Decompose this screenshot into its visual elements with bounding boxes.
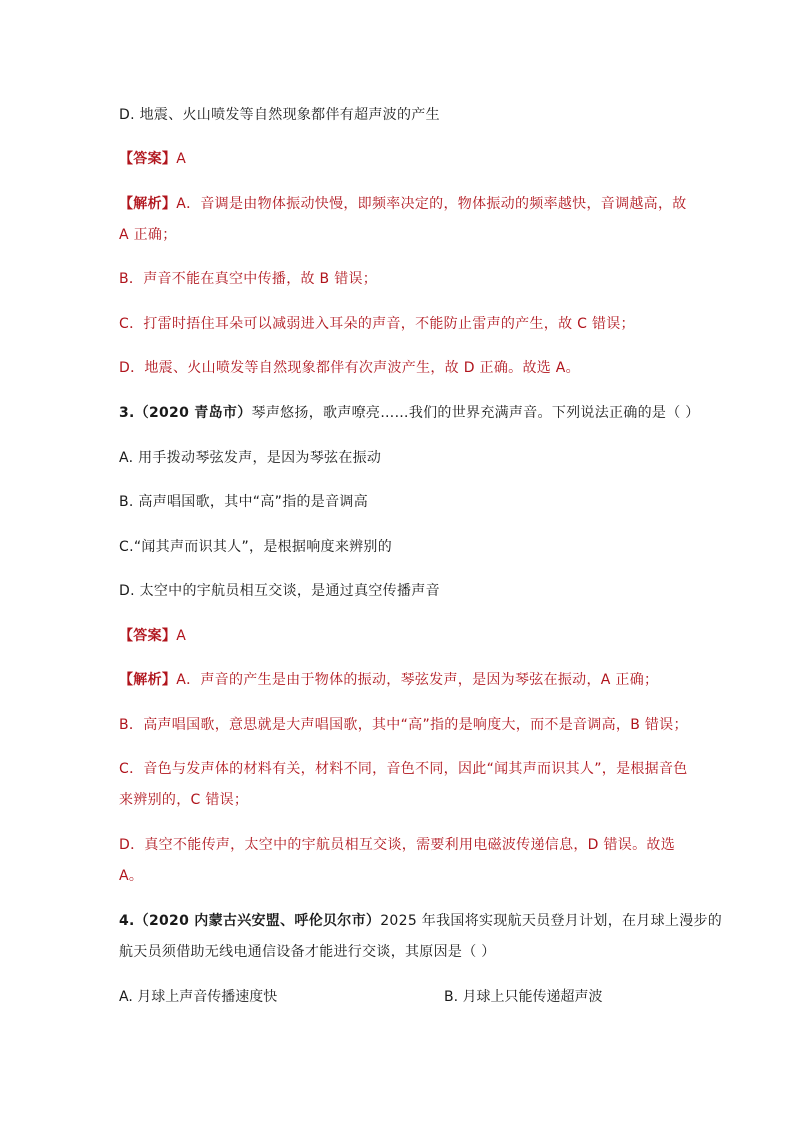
answer-value: A <box>176 151 187 167</box>
question-3-stem <box>119 402 700 422</box>
q3-analysis-c2: 来辨别的，C 错误； <box>119 792 249 808</box>
analysis-tag: 【解析】 <box>119 672 177 688</box>
question-4-stem-2: 航天员须借助无线电通信设备才能进行交谈，其原因是（ ） <box>119 944 496 960</box>
q3-option-d: D. 太空中的宇航员相互交谈，是通过真空传播声音 <box>119 583 440 599</box>
q3-answer-line <box>119 625 186 645</box>
q3-option-a: A. 用手拨动琴弦发声，是因为琴弦在振动 <box>119 450 382 466</box>
analysis-line-d: D．地震、火山喷发等自然现象都伴有次声波产生，故 D 正确。故选 A。 <box>119 360 580 376</box>
analysis-text: A．声音的产生是由于物体的振动，琴弦发声，是因为琴弦在振动，A 正确； <box>176 672 659 688</box>
q3-analysis-a <box>119 669 658 689</box>
analysis-tag: 【解析】 <box>119 196 177 212</box>
q3-option-b: B. 高声唱国歌，其中“高”指的是音调高 <box>119 494 369 510</box>
analysis-text: A．音调是由物体振动快慢，即频率决定的，物体振动的频率越快，音调越高，故 <box>176 196 687 212</box>
question-number: 3. <box>119 405 135 421</box>
analysis-line-b: B．声音不能在真空中传播，故 B 错误； <box>119 271 378 287</box>
q3-analysis-c1: C．音色与发声体的材料有关，材料不同，音色不同，因此“闻其声而识其人”，是根据音色 <box>119 761 688 777</box>
analysis-line-a1 <box>119 193 687 213</box>
question-4-stem-1 <box>119 910 722 930</box>
q4-option-a: A. 月球上声音传播速度快 <box>119 989 278 1005</box>
question-source: （2020 内蒙古兴安盟、呼伦贝尔市） <box>134 913 381 929</box>
answer-value: A <box>176 628 187 644</box>
q4-option-b: B. 月球上只能传递超声波 <box>444 989 603 1005</box>
analysis-line-a2: A 正确； <box>119 227 177 243</box>
question-stem: 2025 年我国将实现航天员登月计划，在月球上漫步的 <box>380 913 723 929</box>
answer-tag: 【答案】 <box>119 151 177 167</box>
option-d-text: D. 地震、火山喷发等自然现象都伴有超声波的产生 <box>119 107 440 123</box>
question-source: （2020 青岛市） <box>134 405 252 421</box>
analysis-line-c: C．打雷时捂住耳朵可以减弱进入耳朵的声音，不能防止雷声的产生，故 C 错误； <box>119 316 635 332</box>
q3-analysis-d2: A。 <box>119 868 144 884</box>
q3-analysis-b: B．高声唱国歌，意思就是大声唱国歌，其中“高”指的是响度大，而不是音调高，B 错误； <box>119 717 688 733</box>
q3-option-c: C.“闻其声而识其人”，是根据响度来辨别的 <box>119 539 393 555</box>
question-number: 4. <box>119 913 135 929</box>
q3-analysis-d1: D．真空不能传声，太空中的宇航员相互交谈，需要利用电磁波传递信息，D 错误。故选 <box>119 837 676 853</box>
answer-line <box>119 148 186 168</box>
question-stem: 琴声悠扬，歌声嘹亮……我们的世界充满声音。下列说法正确的是（ ） <box>251 405 700 421</box>
answer-tag: 【答案】 <box>119 628 177 644</box>
